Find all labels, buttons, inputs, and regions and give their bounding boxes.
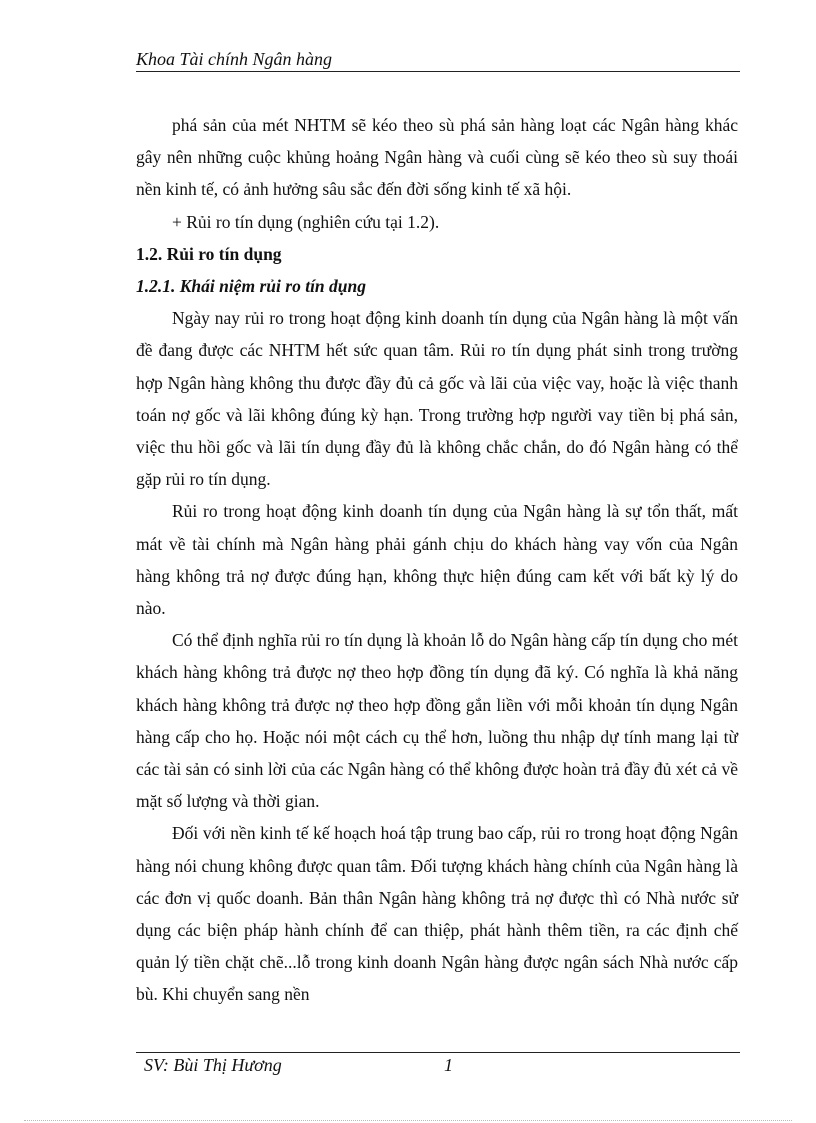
paragraph-6: Đối với nền kinh tế kế hoạch hoá tập trung bao cấp, rủi ro trong hoạt động Ngân hàng nói chung không được quan tâm. Đối tượng khách hàng chính của Ngân hàng là các đơn vị quốc doanh. Bản thân Ngân hàng không trả nợ được thì có Nhà nước sử dụng các biện pháp hành chính để can thiệp, phát hành thêm tiền, ra các định chế quản lý tiền chặt chẽ...lỗ trong kinh doanh Ngân hàng được ngân sách Nhà nước cấp bù. Khi chuyển sang nền (136, 823, 738, 1005)
subsection-heading-1-2-1: 1.2.1. Khái niệm rủi ro tín dụng (136, 276, 367, 297)
page-footer (136, 1052, 740, 1079)
document-body (136, 109, 738, 1011)
paragraph-2: + Rủi ro tín dụng (nghiên cứu tại 1.2). (172, 211, 440, 232)
paragraph-3: Ngày nay rủi ro trong hoạt động kinh doanh tín dụng của Ngân hàng là một vấn đề đang được các NHTM hết sức quan tâm. Rủi ro tín dụng phát sinh trong trường hợp Ngân hàng không thu được đầy đủ cả gốc và lãi của việc vay, hoặc là việc thanh toán nợ gốc và lãi không đúng kỳ hạn. Trong trường hợp người vay tiền bị phá sản, việc thu hồi gốc và lãi tín dụng đầy đủ là không chắc chắn, do đó Ngân hàng có thể gặp rủi ro tín dụng. (136, 308, 738, 490)
header-title: Khoa Tài chính Ngân hàng (136, 49, 333, 69)
page-bottom-border (24, 1120, 792, 1121)
paragraph-5: Có thể định nghĩa rủi ro tín dụng là khoản lỗ do Ngân hàng cấp tín dụng cho mét khách hàng không trả được nợ theo hợp đồng tín dụng đã ký. Có nghĩa là khả năng khách hàng không trả được nợ theo hợp đồng gắn liền với mỗi khoản tín dụng Ngân hàng cấp cho họ. Hoặc nói một cách cụ thể hơn, luồng thu nhập dự tính mang lại từ các tài sản có sinh lời của các Ngân hàng có thể không được hoàn trả đầy đủ xét cả về mặt số lượng và thời gian. (136, 630, 738, 812)
page-header (136, 48, 740, 72)
page-number: 1 (444, 1055, 453, 1075)
paragraph-1: phá sản của mét NHTM sẽ kéo theo sù phá sản hàng loạt các Ngân hàng khác gây nên những cuộc khủng hoảng Ngân hàng và cuối cùng sẽ kéo theo sù suy thoái nền kinh tế, có ảnh hưởng sâu sắc đến đời sống kinh tế xã hội. (136, 115, 738, 200)
section-heading-1-2: 1.2. Rủi ro tín dụng (136, 243, 282, 264)
paragraph-4: Rủi ro trong hoạt động kinh doanh tín dụng của Ngân hàng là sự tổn thất, mất mát về tài chính mà Ngân hàng phải gánh chịu do khách hàng vay vốn của Ngân hàng không trả nợ được đúng hạn, không thực hiện đúng cam kết với bất kỳ lý do nào. (136, 501, 738, 619)
footer-author: SV: Bùi Thị Hương (144, 1055, 282, 1075)
